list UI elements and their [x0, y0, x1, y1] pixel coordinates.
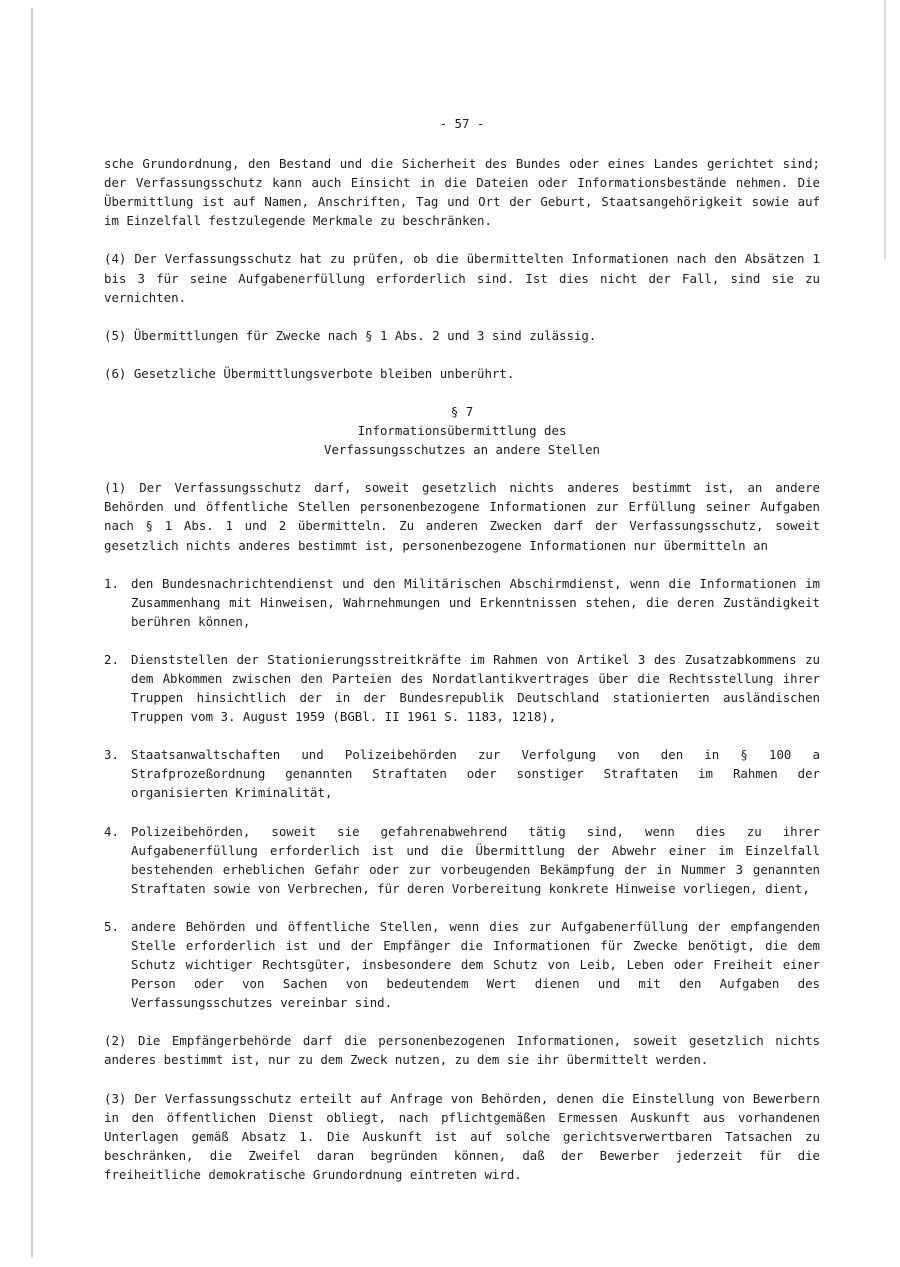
list-item-number: 3. [104, 747, 119, 763]
section-title-line2: Verfassungsschutzes an andere Stellen [323, 442, 600, 458]
list-item-text: Staatsanwaltschaften und Polizeibehörden zur Verfolgung von den in § 100 a Strafprozeßordnung genannten Straftaten oder sonstiger Straftaten im Rahmen der organisierten Kriminalität, [131, 747, 820, 801]
list-item-number: 4. [104, 823, 119, 839]
page-number: - 57 - [439, 116, 485, 131]
section-paragraph-3: (3) Der Verfassungsschutz erteilt auf Anfrage von Behörden, denen die Einstellung von Bewerbern in den öffentlichen Dienst obliegt, nach pflichtgemäßen Ermessen Auskunft aus vorhandenen Unterlagen gemäß Absatz 1. Die Auskunft ist auf solche gerichtsverwertbaren Tatsachen zu beschränken, die Zweifel daran begründen können, daß der Bewerber jederzeit für die freiheitliche demokratische Grundordnung eintreten wird. [104, 1090, 820, 1182]
scan-edge-right [884, 0, 886, 260]
section-title-line1: Informationsübermittlung des [357, 423, 567, 439]
intro-paragraph: sche Grundordnung, den Bestand und die Sicherheit des Bundes oder eines Landes gerichtet sind; der Verfassungsschutz kann auch Einsicht in die Dateien oder Informationsbestände nehmen. Die Übermittlung ist auf Namen, Anschriften, Tag und Ort der Geburt, Staatsangehörigkeit sowie auf im Einzelfall festzulegende Merkmale zu beschränken. [104, 156, 820, 229]
list-item [104, 574, 820, 631]
list-item-number: 5. [104, 918, 119, 934]
scan-edge-left [31, 8, 33, 1258]
list-item-text: den Bundesnachrichtendienst und den Militärischen Abschirmdienst, wenn die Informationen im Zusammenhang mit Hinweisen, Wahrnehmungen und Erkenntnissen stehen, die deren Zuständigkeit berühren können, [131, 575, 820, 629]
list-item [104, 650, 820, 726]
recipient-list [104, 574, 820, 1013]
section-heading [104, 402, 820, 459]
list-item-number: 1. [104, 575, 119, 591]
list-item [104, 822, 820, 898]
paragraph-6: (6) Gesetzliche Übermittlungsverbote bleiben unberührt. [104, 365, 515, 381]
list-item-text: andere Behörden und öffentliche Stellen, wenn dies zur Aufgabenerfüllung der empfangenden Stelle erforderlich ist und der Empfänger die Informationen für Zwecke benötigt, die dem Schutz wichtiger Rechtsgüter, insbesondere dem Schutz von Leib, Leben oder Freiheit einer Person oder von Sachen von bedeutendem Wert dienen und mit den Aufgaben des Verfassungsschutzes vereinbar sind. [131, 918, 820, 1011]
document-page [104, 114, 820, 1203]
list-item-text: Polizeibehörden, soweit sie gefahrenabwehrend tätig sind, wenn dies zu ihrer Aufgabenerfüllung erforderlich ist und die Übermittlung der Abwehr einer im Einzelfall bestehenden erheblichen Gefahr oder zur vorbeugenden Bekämpfung der in Nummer 3 genannten Straftaten sowie von Verbrechen, für deren Vorbereitung konkrete Hinweise vorliegen, dient, [131, 823, 820, 896]
list-item [104, 917, 820, 1012]
section-paragraph-1: (1) Der Verfassungsschutz darf, soweit gesetzlich nichts anderes bestimmt ist, an andere Behörden und öffentliche Stellen personenbezogene Informationen zur Erfüllung seiner Aufgaben nach § 1 Abs. 1 und 2 übermitteln. Zu anderen Zwecken darf der Verfassungsschutz, soweit gesetzlich nichts anderes bestimmt ist, personenbezogene Informationen nur übermitteln an [104, 480, 820, 553]
list-item-text: Dienststellen der Stationierungsstreitkräfte im Rahmen von Artikel 3 des Zusatzabkommens zu dem Abkommen zwischen den Parteien des Nordatlantikvertrages über die Rechtsstellung ihrer Truppen hinsichtlich der in der Bundesrepublik Deutschland stationierten ausländischen Truppen vom 3. August 1959 (BGBl. II 1961 S. 1183, 1218), [131, 651, 820, 725]
section-paragraph-2: (2) Die Empfängerbehörde darf die personenbezogenen Informationen, soweit gesetzlich nichts anderes bestimmt ist, nur zu dem Zweck nutzen, zu dem sie ihr übermittelt werden. [104, 1033, 820, 1068]
section-number: § 7 [450, 403, 474, 419]
list-item-number: 2. [104, 651, 119, 667]
paragraph-5: (5) Übermittlungen für Zwecke nach § 1 Abs. 2 und 3 sind zulässig. [104, 327, 597, 343]
paragraph-4: (4) Der Verfassungsschutz hat zu prüfen, ob die übermittelten Informationen nach den Absätzen 1 bis 3 für seine Aufgabenerfüllung erforderlich sind. Ist dies nicht der Fall, sind sie zu vernichten. [104, 251, 820, 305]
list-item [104, 745, 820, 802]
